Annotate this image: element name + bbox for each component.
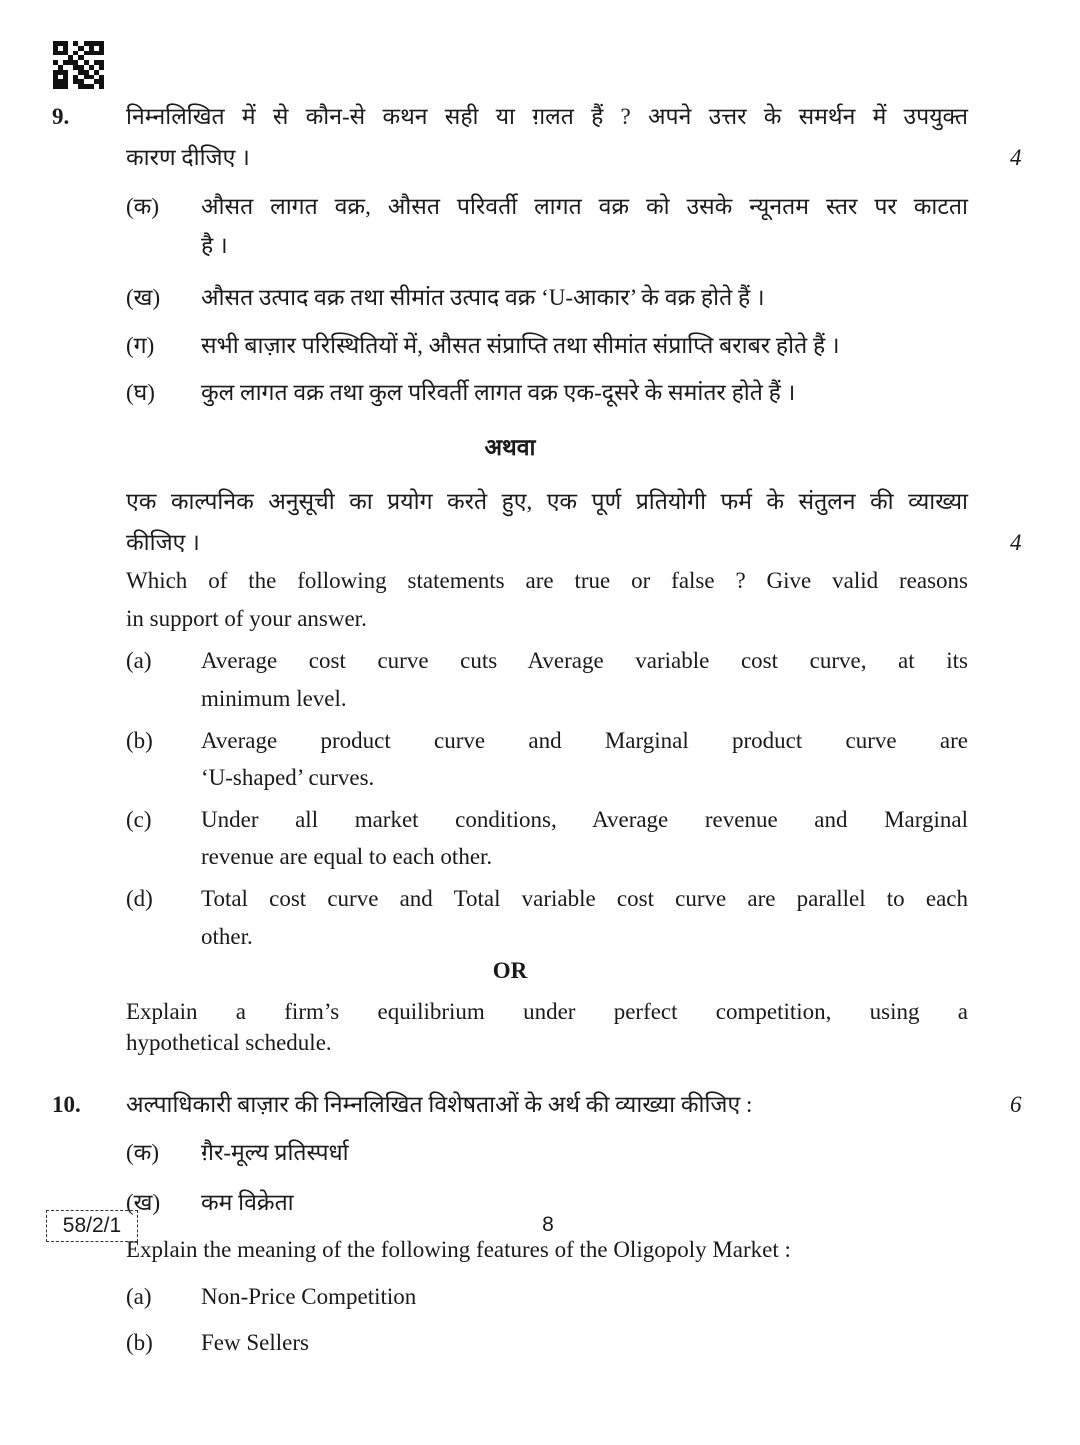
q9-hindi-or-divider: अथवा xyxy=(484,435,536,460)
q9-hindi-item-k-line2: है । xyxy=(201,233,228,258)
q9-english-item-a-label: (a) xyxy=(126,648,152,673)
q9-english-item-d-label: (d) xyxy=(126,886,153,911)
q9-hindi-item-kh-label: (ख) xyxy=(126,285,161,310)
q10-marks: 6 xyxy=(1010,1092,1022,1117)
q9-hindi-item-g-label: (ग) xyxy=(126,333,155,358)
q9-hindi-item-k-line1: औसत लागत वक्र, औसत परिवर्ती लागत वक्र को उसके न्यूनतम स्तर पर काटता xyxy=(201,194,968,219)
q9-english-intro-line1: Which of the following statements are true or false ? Give valid reasons xyxy=(126,568,968,593)
q9-english-item-b-line1: Average product curve and Marginal product curve are xyxy=(201,728,968,753)
q9-hindi-item-kh-text: औसत उत्पाद वक्र तथा सीमांत उत्पाद वक्र ‘U-आकार’ के वक्र होते हैं । xyxy=(201,285,765,310)
q10-hindi-intro: अल्पाधिकारी बाज़ार की निम्नलिखित विशेषताओं के अर्थ की व्याख्या कीजिए : xyxy=(126,1092,753,1117)
paper-code-box: 58/2/1 xyxy=(46,1210,138,1242)
q9-english-item-b-label: (b) xyxy=(126,728,153,753)
q9-english-alt-line1: Explain a firm’s equilibrium under perfect competition, using a xyxy=(126,999,968,1024)
page-number: 8 xyxy=(542,1213,554,1236)
q10-english-item-a-label: (a) xyxy=(126,1284,152,1309)
q9-hindi-intro-line1: निम्नलिखित में से कौन-से कथन सही या ग़लत हैं ? अपने उत्तर के समर्थन में उपयुक्त xyxy=(126,104,968,129)
q10-english-item-a-text: Non-Price Competition xyxy=(201,1284,417,1309)
q9-hindi-intro-line2: कारण दीजिए । xyxy=(126,145,250,170)
q10-hindi-item-kh-label: (ख) xyxy=(126,1190,161,1215)
q10-hindi-item-kh-text: कम विक्रेता xyxy=(201,1190,294,1215)
q10-english-item-b-text: Few Sellers xyxy=(201,1330,309,1355)
q9-english-or-divider: OR xyxy=(492,958,528,983)
q9-english-item-a-line1: Average cost curve cuts Average variable cost curve, at its xyxy=(201,648,968,673)
q9-english-alt-line2: hypothetical schedule. xyxy=(126,1030,332,1055)
q9-english-item-d-line2: other. xyxy=(201,924,253,949)
question-9-number: 9. xyxy=(52,104,70,129)
q10-english-item-b-label: (b) xyxy=(126,1330,153,1355)
q9-english-item-c-line2: revenue are equal to each other. xyxy=(201,844,493,869)
q9-hindi-alt-line2: कीजिए । xyxy=(126,530,200,555)
q10-english-intro: Explain the meaning of the following features of the Oligopoly Market : xyxy=(126,1237,791,1262)
q9-hindi-alt-line1: एक काल्पनिक अनुसूची का प्रयोग करते हुए, एक पूर्ण प्रतियोगी फर्म के संतुलन की व्याख्या xyxy=(126,489,968,514)
q9-english-item-c-label: (c) xyxy=(126,807,152,832)
q9-marks-1: 4 xyxy=(1010,145,1022,170)
q9-hindi-item-g-text: सभी बाज़ार परिस्थितियों में, औसत संप्राप्ति तथा सीमांत संप्राप्ति बराबर होते हैं । xyxy=(201,333,840,358)
q9-english-item-d-line1: Total cost curve and Total variable cost curve are parallel to each xyxy=(201,886,968,911)
q9-hindi-item-k-label: (क) xyxy=(126,194,159,219)
q10-hindi-item-k-text: ग़ैर-मूल्य प्रतिस्पर्धा xyxy=(201,1140,349,1165)
q9-english-item-b-line2: ‘U-shaped’ curves. xyxy=(201,765,375,790)
q9-marks-2: 4 xyxy=(1010,530,1022,555)
q10-hindi-item-k-label: (क) xyxy=(126,1140,159,1165)
q9-hindi-item-gh-text: कुल लागत वक्र तथा कुल परिवर्ती लागत वक्र एक-दूसरे के समांतर होते हैं । xyxy=(201,380,796,405)
q9-english-intro-line2: in support of your answer. xyxy=(126,606,367,631)
q9-hindi-item-gh-label: (घ) xyxy=(126,380,155,405)
qr-code xyxy=(53,41,104,89)
q9-english-item-a-line2: minimum level. xyxy=(201,686,347,711)
q9-english-item-c-line1: Under all market conditions, Average revenue and Marginal xyxy=(201,807,968,832)
question-10-number: 10. xyxy=(52,1092,81,1117)
